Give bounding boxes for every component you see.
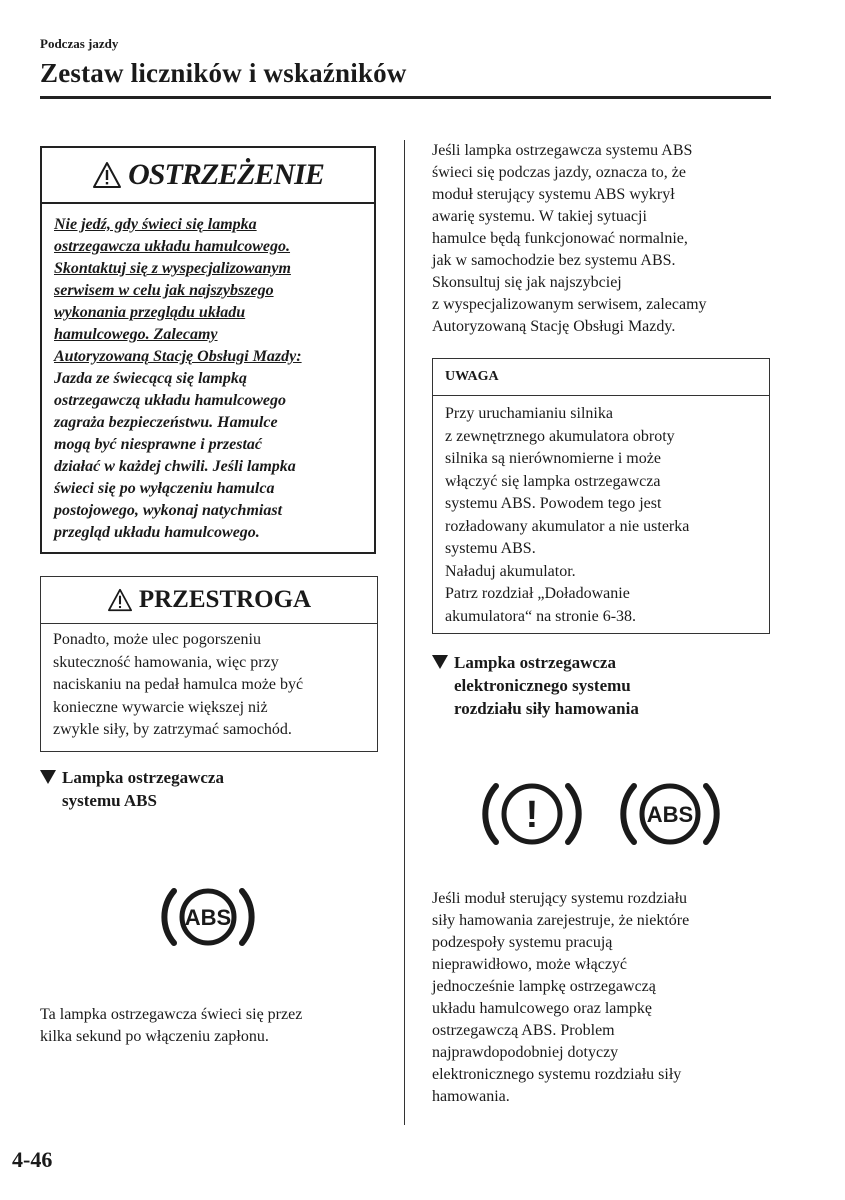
note-line: silnika są nierównomierne i może	[445, 450, 661, 467]
ebd-description-line: podzespoły systemu pracują	[432, 934, 613, 951]
brake-warning-light-icon	[482, 772, 582, 856]
ebd-heading-line: Lampka ostrzegawcza	[454, 653, 616, 672]
ebd-description-line: ostrzegawczą ABS. Problem	[432, 1022, 615, 1039]
caution-title: PRZESTROGA	[138, 586, 312, 613]
page-number: 4-46	[12, 1147, 53, 1172]
caution-line: zwykle siły, by zatrzymać samochód.	[53, 721, 292, 738]
note-line: z zewnętrznego akumulatora obroty	[445, 427, 675, 445]
caution-box	[40, 576, 378, 752]
abs-failure-line: Autoryzowaną Stację Obsługi Mazdy.	[432, 318, 676, 335]
warning-line: mogą być niesprawne i przestać	[54, 436, 262, 453]
page-title: Zestaw liczników i wskaźników	[40, 58, 407, 88]
warning-text	[54, 214, 370, 544]
note-line: systemu ABS. Powodem tego jest	[445, 495, 662, 512]
note-box	[432, 358, 770, 634]
ebd-section-heading	[432, 651, 777, 720]
warning-line: ostrzegawczą układu hamulcowego	[54, 392, 287, 409]
abs-heading-line: Lampka ostrzegawcza	[62, 768, 224, 787]
abs-failure-line: awarię systemu. W takiej sytuacji	[432, 208, 647, 225]
warning-line: wykonania przeglądu układu	[54, 304, 246, 321]
brake-icon-label: !	[525, 794, 539, 836]
note-line: rozładowany akumulator a nie usterka	[445, 517, 690, 535]
warning-line: Jazda ze świecącą się lampką	[54, 370, 247, 387]
abs-description-line: Ta lampka ostrzegawcza świeci się przez	[40, 1006, 303, 1023]
abs-failure-line: hamulce będą funkcjonować normalnie,	[432, 230, 688, 247]
ebd-heading-line: elektronicznego systemu	[454, 676, 631, 695]
abs-section-heading	[40, 766, 380, 812]
note-line: akumulatora“ na stronie 6-38.	[445, 607, 637, 625]
warning-header	[42, 148, 374, 204]
caution-line: naciskaniu na pedał hamulca może być	[53, 676, 304, 693]
ebd-description-line: elektronicznego systemu rozdziału siły	[432, 1066, 682, 1083]
note-line: systemu ABS.	[445, 540, 536, 557]
ebd-description-line: Jeśli moduł sterujący systemu rozdziału	[432, 890, 688, 907]
note-header	[433, 359, 769, 396]
warning-line: postojowego, wykonaj natychmiast	[54, 502, 283, 519]
warning-line: hamulcowego. Zalecamy	[54, 326, 218, 343]
warning-line: Skontaktuj się z wyspecjalizowanym	[54, 260, 291, 277]
title-rule	[40, 96, 771, 99]
abs-failure-line: Skonsultuj się jak najszybciej	[432, 274, 622, 291]
abs-icon-label: ABS	[646, 802, 694, 827]
caution-triangle-icon	[107, 588, 133, 612]
caution-line: Ponadto, może ulec pogorszeniu	[53, 631, 261, 648]
caution-line: skuteczność hamowania, więc przy	[53, 653, 279, 671]
ebd-description-line: siły hamowania zarejestruje, że niektóre	[432, 912, 690, 929]
note-line: Patrz rozdział „Doładowanie	[445, 585, 630, 602]
section-marker-icon	[40, 770, 56, 784]
warning-triangle-icon	[92, 161, 122, 189]
abs-description	[40, 1004, 390, 1048]
note-line: Naładuj akumulator.	[445, 562, 576, 580]
warning-line: przegląd układu hamulcowego.	[54, 524, 260, 541]
note-line: włączyć się lampka ostrzegawcza	[445, 472, 661, 490]
warning-title: OSTRZEŻENIE	[128, 158, 324, 191]
warning-line: zagraża bezpieczeństwu. Hamulce	[54, 414, 278, 431]
abs-failure-line: świeci się podczas jazdy, oznacza to, że	[432, 164, 686, 181]
warning-box	[40, 146, 376, 554]
ebd-description-line: hamowania.	[432, 1088, 510, 1105]
ebd-description-line: nieprawidłowo, może włączyć	[432, 956, 628, 973]
abs-heading-line: systemu ABS	[62, 791, 157, 810]
abs-failure-line: moduł sterujący systemu ABS wykrył	[432, 186, 675, 203]
caution-line: konieczne wywarcie większej niż	[53, 698, 268, 716]
abs-failure-line: jak w samochodzie bez systemu ABS.	[432, 252, 676, 269]
abs-failure-line: z wyspecjalizowanym serwisem, zalecamy	[432, 296, 707, 313]
warning-line: ostrzegawcza układu hamulcowego.	[54, 238, 291, 255]
warning-line: Autoryzowaną Stację Obsługi Mazdy:	[54, 348, 302, 365]
abs-warning-light-icon	[620, 772, 720, 856]
caution-text	[53, 629, 375, 742]
warning-line: świeci się po wyłączeniu hamulca	[54, 480, 275, 497]
warning-line: serwisem w celu jak najszybszego	[54, 282, 274, 299]
ebd-description	[432, 888, 777, 1108]
ebd-description-line: jednocześnie lampkę ostrzegawczą	[432, 978, 656, 995]
ebd-description-line: najprawdopodobniej dotyczy	[432, 1044, 619, 1061]
abs-failure-line: Jeśli lampka ostrzegawcza systemu ABS	[432, 142, 693, 159]
note-text	[445, 403, 765, 628]
abs-warning-light-icon	[158, 876, 258, 958]
abs-description-line: kilka sekund po włączeniu zapłonu.	[40, 1028, 269, 1045]
column-divider	[404, 140, 405, 1125]
note-line: Przy uruchamianiu silnika	[445, 405, 613, 422]
caution-header	[41, 577, 377, 624]
abs-icon-label: ABS	[184, 905, 232, 930]
section-label: Podczas jazdy	[40, 36, 119, 51]
section-marker-icon	[432, 655, 448, 669]
note-title: UWAGA	[445, 369, 499, 384]
warning-line: działać w każdej chwili. Jeśli lampka	[54, 458, 296, 475]
ebd-description-line: układu hamulcowego oraz lampkę	[432, 1000, 652, 1017]
abs-failure-text	[432, 140, 777, 338]
warning-line: Nie jedź, gdy świeci się lampka	[54, 216, 257, 233]
ebd-heading-line: rozdziału siły hamowania	[454, 699, 639, 718]
